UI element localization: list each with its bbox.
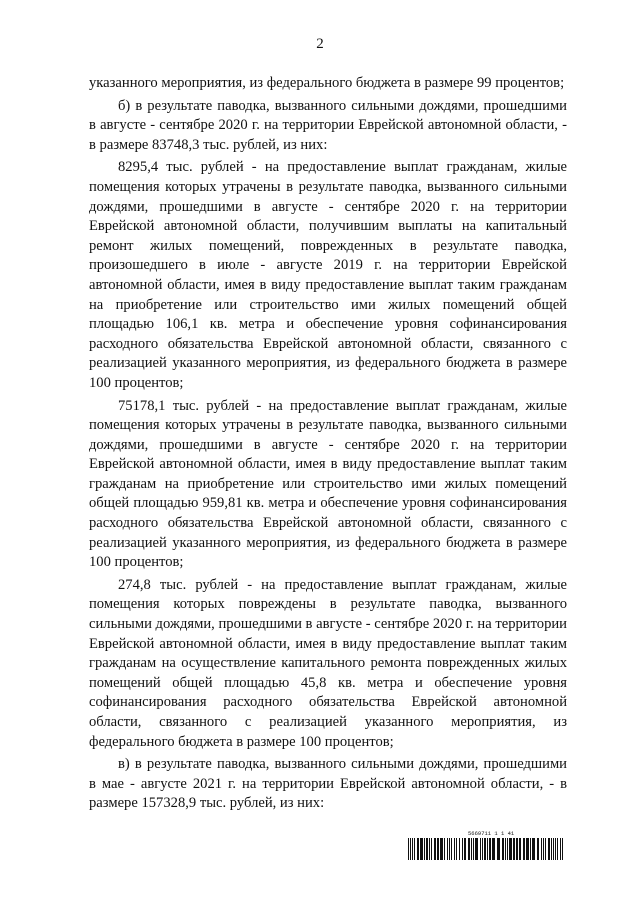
- barcode-bar: [505, 838, 506, 860]
- barcode-bar: [545, 838, 546, 860]
- barcode-bar: [492, 838, 495, 860]
- barcode-bar: [507, 838, 508, 860]
- barcode-bar: [440, 838, 443, 860]
- barcode-bar: [560, 838, 561, 860]
- paragraph-sub-3: 274,8 тыс. рублей - на предоставление выплат гражданам, жилые помещения которых повреждены в результате паводка, вызванного сильными дождями, прошедшими в августе - сентябре 2020 г. на территории Еврейской автономной области, имея в виду предоставление выплат таким гражданам на осуществление капитального ремонта поврежденных жилых помещений общей площадью 45,8 кв. метра и обеспечение уровня софинансирования расходного обязательства Еврейской автономной области, связанного с реализацией указанного мероприятия, из федерального бюджета в размере 100 процентов;: [89, 576, 567, 750]
- barcode-bar: [487, 838, 488, 860]
- barcode-bar: [509, 838, 512, 860]
- barcode-bar: [484, 838, 486, 860]
- barcode-bar: [541, 838, 542, 860]
- barcode-code: 5669711 1 1 41: [468, 830, 515, 837]
- barcode-bar: [444, 838, 445, 860]
- barcode-bar: [449, 838, 450, 860]
- barcode-bar: [412, 838, 413, 860]
- barcode-bar: [456, 838, 457, 860]
- barcode-bar: [462, 838, 463, 860]
- barcode-bar: [434, 838, 436, 860]
- barcode-bar: [426, 838, 428, 860]
- barcode-image: [408, 838, 565, 860]
- barcode-bar: [429, 838, 430, 860]
- barcode-block: [408, 830, 565, 860]
- barcode-bar: [437, 838, 439, 860]
- barcode-bar: [408, 838, 409, 860]
- barcode-bar: [562, 838, 563, 860]
- barcode-bar: [475, 838, 478, 860]
- barcode-bar: [420, 838, 423, 860]
- barcode-bar: [519, 838, 521, 860]
- barcode-bar: [459, 838, 460, 860]
- barcode-bar: [553, 838, 554, 860]
- barcode-bar: [482, 838, 483, 860]
- barcode-bar: [489, 838, 491, 860]
- paragraph-sub-2: 75178,1 тыс. рублей - на предоставление выплат гражданам, жилые помещения которых утрачены в результате паводка, вызванного сильными дождями, прошедшими в августе - сентябре 2020 г. на территории Еврейской автономной области, имея в виду предоставление выплат таким гражданам на приобретение или строительство ими жилых помещений общей площадью 959,81 кв. метра и обеспечение уровня софинансирования расходного обязательства Еврейской автономной области, связанного с реализацией указанного мероприятия, из федерального бюджета в размере 100 процентов;: [89, 397, 567, 571]
- barcode-bar: [551, 838, 552, 860]
- barcode-bar: [555, 838, 556, 860]
- paragraph-item-b: б) в результате паводка, вызванного сильными дождями, прошедшими в августе - сентябре 2020 г. на территории Еврейской автономной области, - в размере 83748,3 тыс. рублей, из них:: [89, 97, 567, 153]
- barcode-bar: [497, 838, 500, 860]
- barcode-bar: [516, 838, 518, 860]
- barcode-bar: [417, 838, 419, 860]
- paragraph-sub-1: 8295,4 тыс. рублей - на предоставление выплат гражданам, жилые помещения которых утрачены в результате паводка, вызванного сильными дождями, прошедшими в августе - сентябре 2020 г. на территории Еврейской автономной области, получившим выплаты на капитальный ремонт жилых помещений, поврежденных в результате паводка, произошедшего в июле - августе 2019 г. на территории Еврейской автономной области, имея в виду предоставление выплат таким гражданам на приобретение или строительство ими жилых помещений общей площадью 106,1 кв. метра и обеспечение уровня софинансирования расходного обязательства Еврейской автономной области, связанного с реализацией указанного мероприятия, из федерального бюджета в размере 100 процентов;: [89, 159, 567, 391]
- barcode-bar: [537, 838, 539, 860]
- barcode-bar: [523, 838, 525, 860]
- paragraph-item-v: в) в результате паводка, вызванного сильными дождями, прошедшими в мае - августе 2021 г. на территории Еврейской автономной области, - в размере 157328,9 тыс. рублей, из них:: [89, 756, 567, 812]
- barcode-bar: [526, 838, 529, 860]
- barcode-bar: [424, 838, 425, 860]
- document-body: [89, 74, 567, 817]
- barcode-bar: [502, 838, 504, 860]
- barcode-bar: [543, 838, 544, 860]
- barcode-bar: [414, 838, 415, 860]
- barcode-bar: [557, 838, 558, 860]
- barcode-bar: [447, 838, 448, 860]
- barcode-bar: [530, 838, 531, 860]
- barcode-bar: [532, 838, 535, 860]
- barcode-bar: [464, 838, 466, 860]
- paragraph-1-continuation: указанного мероприятия, из федерального бюджета в размере 99 процентов;: [89, 75, 565, 91]
- barcode-bar: [451, 838, 452, 860]
- page-number: 2: [316, 36, 324, 52]
- barcode-bar: [548, 838, 550, 860]
- barcode-bar: [410, 838, 411, 860]
- barcode-bar: [454, 838, 455, 860]
- barcode-bar: [468, 838, 470, 860]
- barcode-bar: [431, 838, 432, 860]
- barcode-bar: [480, 838, 481, 860]
- barcode-bar: [471, 838, 472, 860]
- barcode-bar: [513, 838, 515, 860]
- barcode-bar: [473, 838, 474, 860]
